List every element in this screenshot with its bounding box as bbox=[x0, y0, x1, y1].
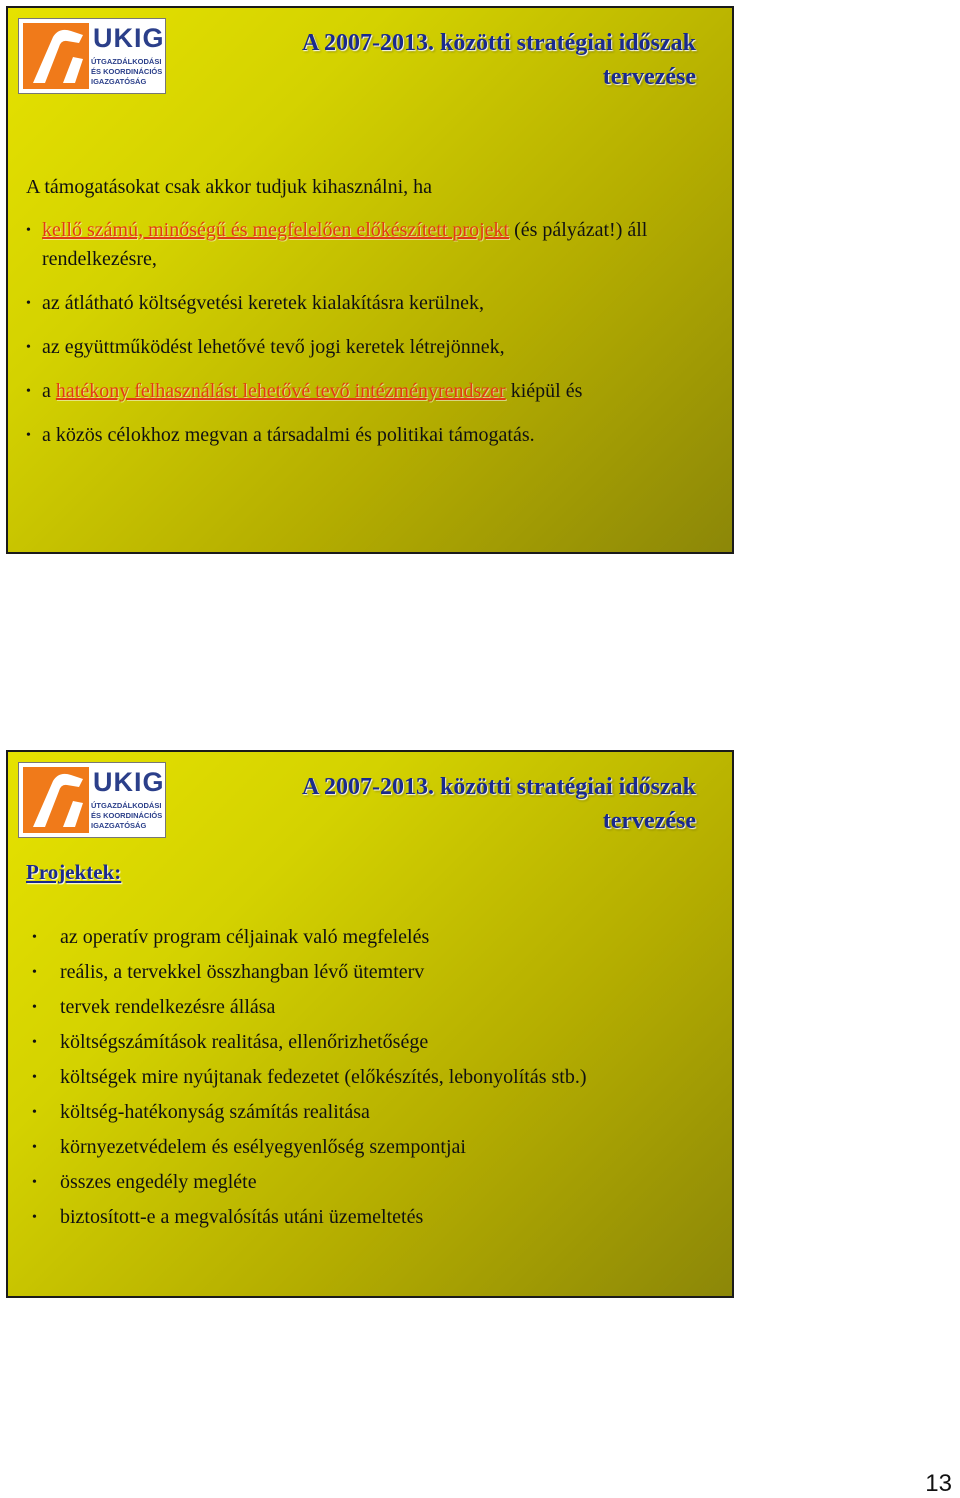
slide-2 bbox=[6, 750, 734, 1298]
logo-subtitle: ÚTGAZDÁLKODÁSI ÉS KOORDINÁCIÓS IGAZGATÓSÁG bbox=[91, 801, 163, 830]
ukig-logo-icon bbox=[23, 23, 89, 89]
list-item: • az operatív program céljainak való megfelelés bbox=[32, 920, 722, 955]
slide-1 bbox=[6, 6, 734, 554]
bullet-icon: • bbox=[26, 223, 31, 238]
page-number: 13 bbox=[925, 1470, 952, 1497]
logo-brand: UKIG bbox=[93, 23, 165, 53]
list-item: • költségek mire nyújtanak fedezetet (előkészítés, lebonyolítás stb.) bbox=[32, 1060, 722, 1095]
list-item: • az átlátható költségvetési keretek kialakításra kerülnek, bbox=[26, 289, 716, 318]
slide-title: A 2007-2013. közötti stratégiai időszak tervezése bbox=[302, 774, 696, 834]
list-item: • költség-hatékonyság számítás realitása bbox=[32, 1095, 722, 1130]
slide-title: A 2007-2013. közötti stratégiai időszak tervezése bbox=[302, 30, 696, 90]
bullet-icon: • bbox=[26, 428, 31, 443]
bullet-icon: • bbox=[32, 1140, 37, 1155]
list-item: • az együttműködést lehetővé tevő jogi keretek létrejönnek, bbox=[26, 333, 716, 362]
bullet-icon: • bbox=[32, 1000, 37, 1015]
list-item: • környezetvédelem és esélyegyenlőség szempontjai bbox=[32, 1130, 722, 1165]
project-criteria-list bbox=[32, 920, 722, 1235]
bullet-icon: • bbox=[26, 296, 31, 311]
logo-subtitle: ÚTGAZDÁLKODÁSI ÉS KOORDINÁCIÓS IGAZGATÓSÁG bbox=[91, 57, 163, 86]
list-item: • biztosított-e a megvalósítás utáni üzemeltetés bbox=[32, 1200, 722, 1235]
bullet-icon: • bbox=[26, 384, 31, 399]
list-item: • a közös célokhoz megvan a társadalmi és politikai támogatás. bbox=[26, 421, 716, 450]
bullet-icon: • bbox=[32, 1035, 37, 1050]
list-item: • összes engedély megléte bbox=[32, 1165, 722, 1200]
list-item: • tervek rendelkezésre állása bbox=[32, 990, 722, 1025]
list-item: • reális, a tervekkel összhangban lévő ütemterv bbox=[32, 955, 722, 990]
bullet-icon: • bbox=[32, 930, 37, 945]
ukig-logo-icon bbox=[23, 767, 89, 833]
ukig-logo bbox=[18, 762, 166, 838]
conditions-list bbox=[26, 216, 716, 465]
bullet-icon: • bbox=[32, 965, 37, 980]
list-item: • a hatékony felhasználást lehetővé tevő intézményrendszer kiépül és bbox=[26, 377, 716, 406]
list-item: • költségszámítások realitása, ellenőrizhetősége bbox=[32, 1025, 722, 1060]
bullet-icon: • bbox=[32, 1210, 37, 1225]
section-heading: Projektek: bbox=[26, 860, 122, 884]
bullet-icon: • bbox=[32, 1070, 37, 1085]
ukig-logo bbox=[18, 18, 166, 94]
bullet-icon: • bbox=[32, 1105, 37, 1120]
logo-brand: UKIG bbox=[93, 767, 165, 797]
bullet-icon: • bbox=[32, 1175, 37, 1190]
bullet-icon: • bbox=[26, 340, 31, 355]
list-item: • kellő számú, minőségű és megfelelően előkészített projekt (és pályázat!) áll rendelkezésre, bbox=[26, 216, 716, 274]
lead-text: A támogatásokat csak akkor tudjuk kihasználni, ha bbox=[26, 176, 433, 198]
